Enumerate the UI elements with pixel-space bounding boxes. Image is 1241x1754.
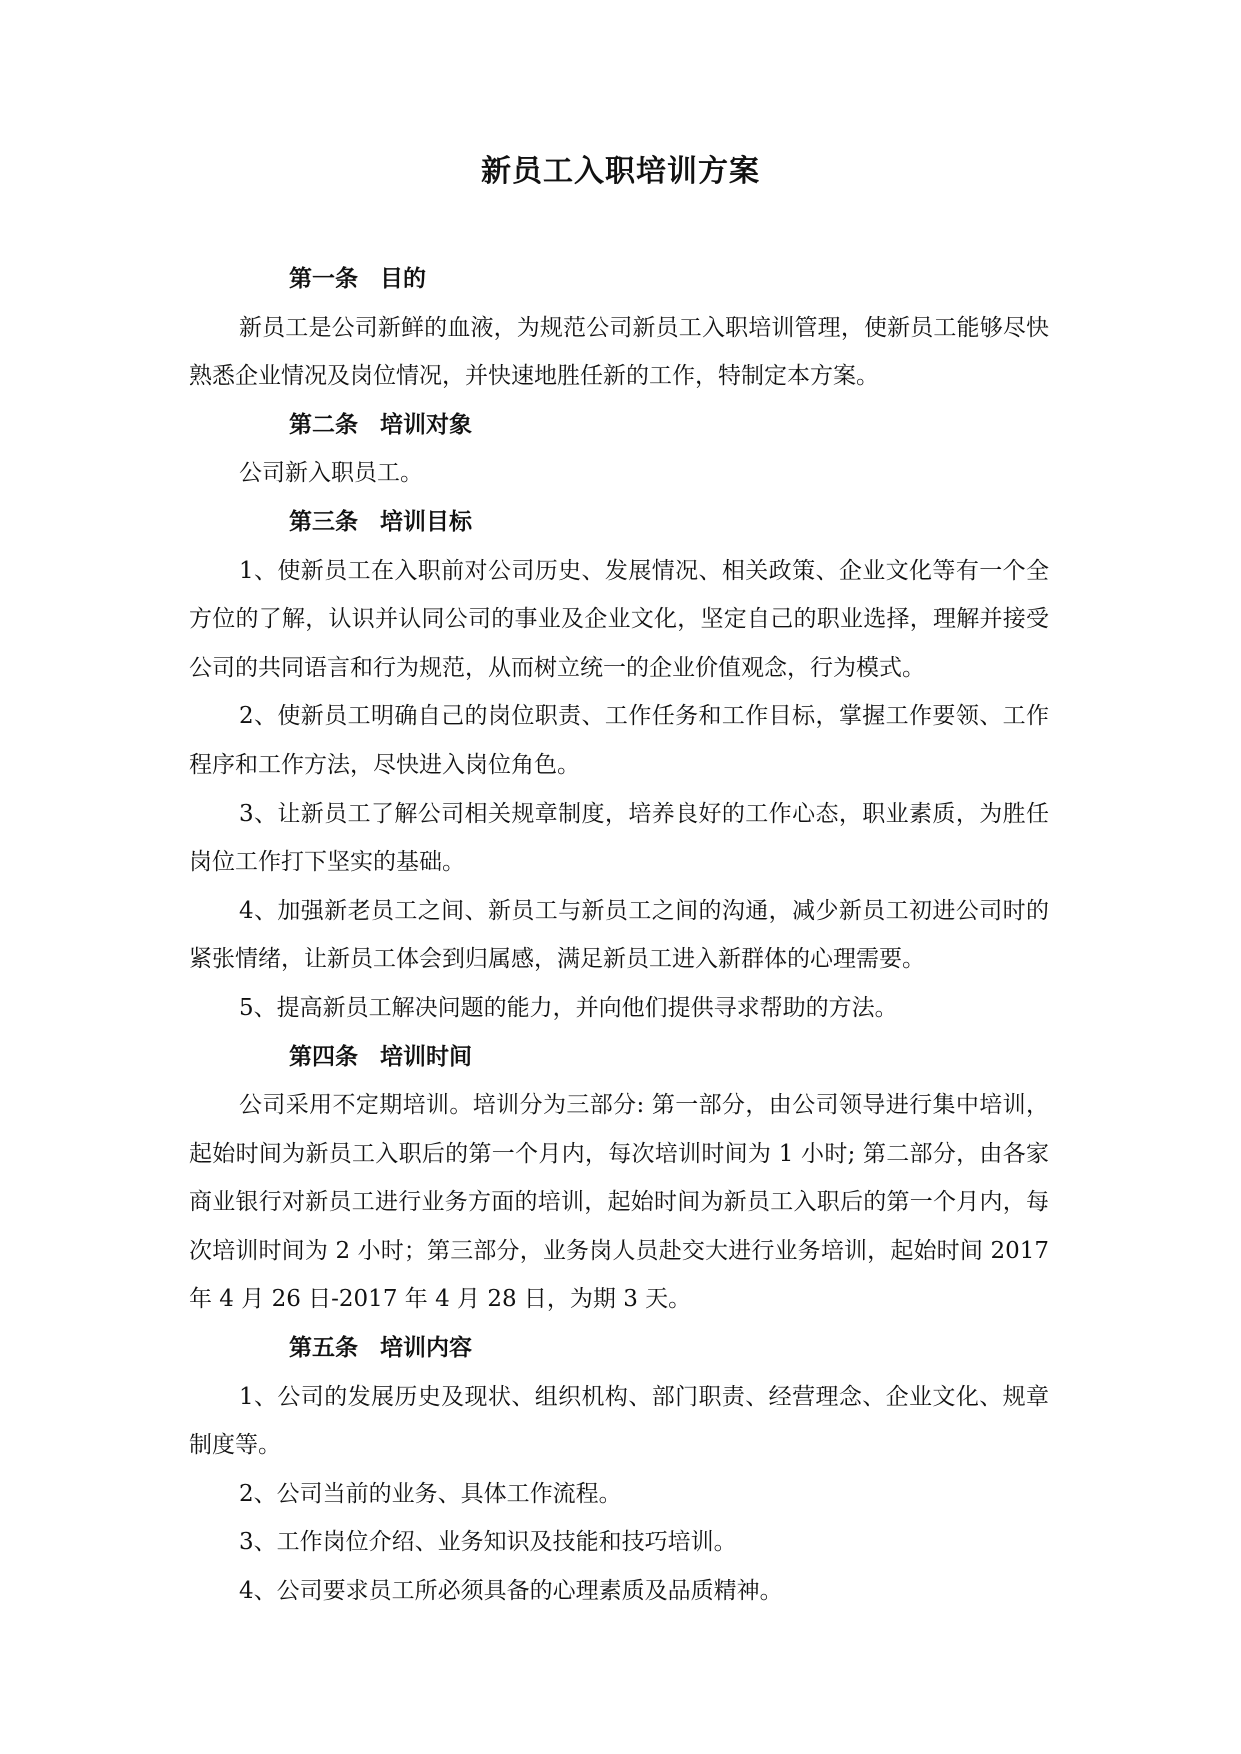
paragraph: 公司采用不定期培训。培训分为三部分: 第一部分，由公司领导进行集中培训，起始时间为新员工入职后的第一个月内，每次培训时间为 1 小时; 第二部分，由各家商业银行对新员工进行业务方面的培训，起始时间为新员工入职后的第一个月内，每次培训时间为 2 小时；第三部分，业务岗人员赴交大进行业务培训，起始时间 2017 年 4 月 26 日-2017 年 4 月 28 日，为期 3 天。: [189, 1092, 1049, 1313]
paragraph: 3、工作岗位介绍、业务知识及技能和技巧培训。: [239, 1529, 737, 1556]
article-heading: [189, 498, 1049, 547]
article-label: 目的: [380, 265, 426, 292]
article-label: 培训目标: [380, 507, 472, 535]
article-number: 第一条: [289, 265, 358, 292]
document-title: 新员工入职培训方案: [481, 154, 760, 189]
paragraph: 1、使新员工在入职前对公司历史、发展情况、相关政策、企业文化等有一个全方位的了解，认识并认同公司的事业及企业文化，坚定自己的职业选择，理解并接受公司的共同语言和行为规范，从而树立统一的企业价值观念，行为模式。: [189, 557, 1049, 681]
document-body: [189, 255, 1049, 1616]
article-label: 培训对象: [380, 410, 472, 438]
paragraph: 3、让新员工了解公司相关规章制度，培养良好的工作心态，职业素质，为胜任岗位工作打下坚实的基础。: [189, 800, 1049, 876]
paragraph: 4、加强新老员工之间、新员工与新员工之间的沟通，减少新员工初进公司时的紧张情绪，让新员工体会到归属感，满足新员工进入新群体的心理需要。: [189, 897, 1049, 973]
article-label: 培训时间: [380, 1042, 472, 1070]
paragraph: 1、公司的发展历史及现状、组织机构、部门职责、经营理念、企业文化、规章制度等。: [189, 1383, 1049, 1459]
article-heading: [189, 1324, 1049, 1373]
paragraph: 2、公司当前的业务、具体工作流程。: [239, 1480, 622, 1507]
paragraph: 公司新入职员工。: [239, 460, 423, 487]
article-number: 第五条: [289, 1334, 358, 1362]
article-number: 第四条: [289, 1042, 358, 1070]
paragraph: 4、公司要求员工所必须具备的心理素质及品质精神。: [239, 1578, 783, 1605]
article-label: 培训内容: [380, 1334, 472, 1362]
paragraph: 5、提高新员工解决问题的能力，并向他们提供寻求帮助的方法。: [239, 994, 898, 1021]
article-heading: [189, 401, 1049, 450]
article-heading: [189, 1033, 1049, 1082]
article-number: 第三条: [289, 507, 358, 535]
paragraph: 新员工是公司新鲜的血液，为规范公司新员工入职培训管理，使新员工能够尽快熟悉企业情况及岗位情况，并快速地胜任新的工作，特制定本方案。: [189, 314, 1049, 390]
article-number: 第二条: [289, 410, 358, 438]
paragraph: 2、使新员工明确自己的岗位职责、工作任务和工作目标，掌握工作要领、工作程序和工作方法，尽快进入岗位角色。: [189, 703, 1049, 778]
article-heading: [189, 255, 1049, 304]
